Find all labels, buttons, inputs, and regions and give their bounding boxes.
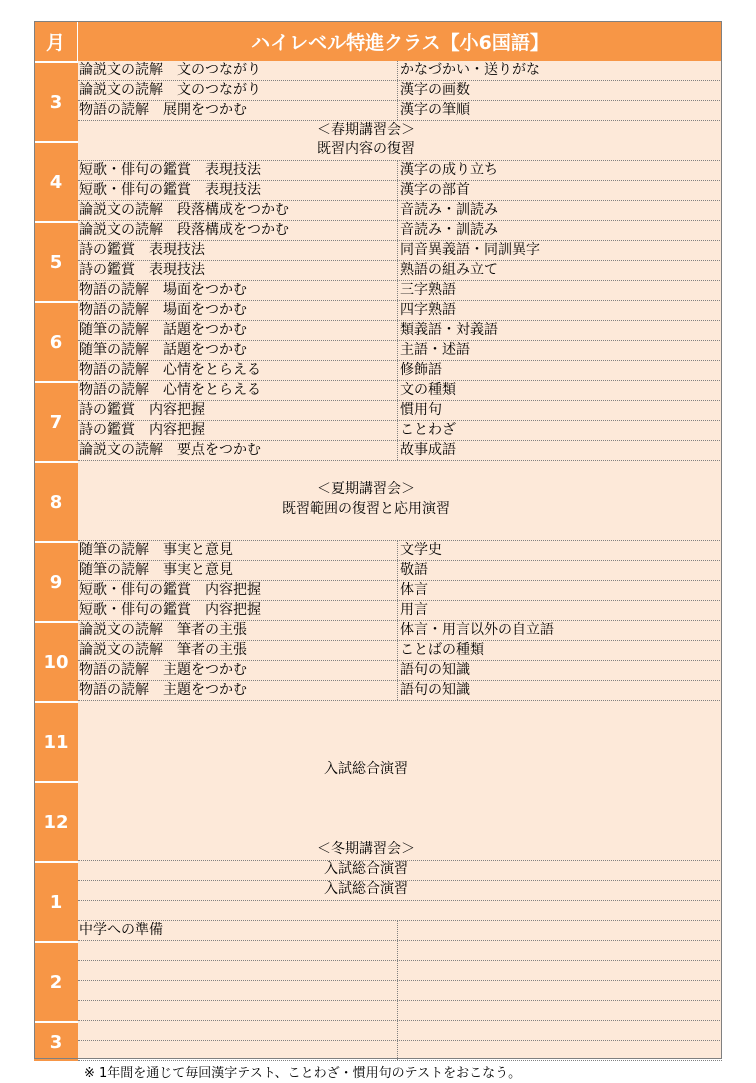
reading-topic-cell: 物語の読解 場面をつかむ [78, 301, 398, 320]
month-cell: 12 [34, 781, 78, 861]
language-topic-cell: 故事成語 [400, 442, 456, 458]
reading-topic-cell: 物語の読解 心情をとらえる [78, 361, 398, 380]
reading-topic-cell: 随筆の読解 話題をつかむ [78, 341, 398, 360]
spring-session-title: ＜春期講習会＞ [317, 122, 415, 138]
language-topic-cell: 慣用句 [400, 402, 442, 418]
table-row [78, 1021, 722, 1041]
table-row [78, 981, 722, 1001]
reading-topic-cell: 論説文の読解 段落構成をつかむ [78, 201, 398, 220]
language-topic-cell [399, 941, 723, 960]
reading-topic-cell: 物語の読解 心情をとらえる [78, 381, 398, 400]
reading-topic-cell [78, 1021, 398, 1040]
month-cell: 6 [34, 301, 78, 381]
language-topic-cell: 語句の知識 [400, 682, 470, 698]
table-row [78, 561, 722, 581]
month-cell: 3 [34, 1021, 78, 1061]
reading-topic-cell: 中学への準備 [78, 921, 398, 940]
reading-topic-cell [78, 1041, 398, 1060]
reading-topic-cell: 詩の鑑賞 表現技法 [78, 261, 398, 280]
month-column-header: 月 [34, 21, 78, 61]
reading-topic-cell: 物語の読解 場面をつかむ [78, 281, 398, 300]
language-topic-cell [399, 1021, 723, 1040]
language-topic-cell: 文学史 [400, 542, 442, 558]
table-title: ハイレベル特進クラス【小6国語】 [78, 21, 722, 61]
language-topic-cell: 文の種類 [400, 382, 456, 398]
language-topic-cell: 敬語 [400, 562, 428, 578]
table-row [78, 901, 722, 921]
table-row [78, 81, 722, 101]
winter-session-line-2: 入試総合演習 [324, 881, 408, 897]
reading-topic-cell [78, 1001, 398, 1020]
table-row [78, 1001, 722, 1021]
language-topic-cell [399, 921, 723, 940]
month-cell: 10 [34, 621, 78, 701]
table-row [78, 721, 722, 741]
table-row [78, 441, 722, 461]
summer-session-subtitle: 既習範囲の復習と応用演習 [282, 501, 450, 517]
table-row [78, 301, 722, 321]
language-topic-cell: 同音異義語・同訓異字 [400, 242, 540, 258]
reading-topic-cell [78, 941, 398, 960]
reading-topic-cell: 詩の鑑賞 内容把握 [78, 401, 398, 420]
reading-topic-cell: 物語の読解 主題をつかむ [78, 681, 398, 700]
language-topic-cell: 用言 [400, 602, 428, 618]
reading-topic-cell: 物語の読解 主題をつかむ [78, 661, 398, 680]
winter-session-title: ＜冬期講習会＞ [317, 841, 415, 857]
reading-topic-cell: 論説文の読解 文のつながり [78, 61, 398, 80]
language-topic-cell: 類義語・対義語 [400, 322, 498, 338]
month-cell: 2 [34, 941, 78, 1021]
reading-topic-cell: 短歌・俳句の鑑賞 表現技法 [78, 181, 398, 200]
reading-topic-cell: 論説文の読解 筆者の主張 [78, 621, 398, 640]
month-cell: 5 [34, 221, 78, 301]
language-topic-cell: 漢字の筆順 [400, 102, 470, 118]
reading-topic-cell: 随筆の読解 事実と意見 [78, 541, 398, 560]
table-row [78, 1041, 722, 1061]
reading-topic-cell: 論説文の読解 筆者の主張 [78, 641, 398, 660]
table-row [78, 461, 722, 481]
table-row [78, 741, 722, 761]
reading-topic-cell: 随筆の読解 事実と意見 [78, 561, 398, 580]
language-topic-cell: 主語・述語 [400, 342, 470, 358]
month-cell: 8 [34, 461, 78, 541]
language-topic-cell: ことばの種類 [400, 642, 484, 658]
language-topic-cell: 体言・用言以外の自立語 [400, 622, 554, 638]
language-topic-cell: 熟語の組み立て [400, 262, 498, 278]
entrance-exam-practice: 入試総合演習 [324, 761, 408, 777]
table-row [78, 421, 722, 441]
reading-topic-cell: 随筆の読解 話題をつかむ [78, 321, 398, 340]
reading-topic-cell: 詩の鑑賞 表現技法 [78, 241, 398, 260]
month-cell: 1 [34, 861, 78, 941]
table-row [78, 621, 722, 641]
month-cell: 11 [34, 701, 78, 781]
table-row [78, 161, 722, 181]
table-row [78, 321, 722, 341]
table-row [78, 681, 722, 701]
reading-topic-cell: 物語の読解 展開をつかむ [78, 101, 398, 120]
winter-session-line-1: 入試総合演習 [324, 861, 408, 877]
language-topic-cell [399, 981, 723, 1000]
reading-topic-cell: 短歌・俳句の鑑賞 内容把握 [78, 601, 398, 620]
spring-session-subtitle: 既習内容の復習 [317, 141, 415, 157]
language-topic-cell [399, 961, 723, 980]
table-row [78, 541, 722, 561]
language-topic-cell: 漢字の画数 [400, 82, 470, 98]
table-row [78, 401, 722, 421]
table-row [78, 701, 722, 721]
reading-topic-cell [78, 981, 398, 1000]
table-row [78, 261, 722, 281]
table-row [78, 341, 722, 361]
language-topic-cell: 語句の知識 [400, 662, 470, 678]
table-row [78, 181, 722, 201]
table-row [78, 661, 722, 681]
table-row [78, 641, 722, 661]
reading-topic-cell: 論説文の読解 要点をつかむ [78, 441, 398, 460]
language-topic-cell [399, 1001, 723, 1020]
table-row [78, 921, 722, 941]
language-topic-cell [399, 1041, 723, 1060]
reading-topic-cell: 論説文の読解 文のつながり [78, 81, 398, 100]
table-row [78, 101, 722, 121]
reading-topic-cell [78, 961, 398, 980]
table-row [78, 521, 722, 541]
table-row [78, 61, 722, 81]
month-cell: 3 [34, 61, 78, 141]
table-row [78, 281, 722, 301]
table-row [78, 601, 722, 621]
table-row [78, 801, 722, 821]
reading-topic-cell: 短歌・俳句の鑑賞 内容把握 [78, 581, 398, 600]
table-row [78, 381, 722, 401]
footnote: ※ 1年間を通じて毎回漢字テスト、ことわざ・慣用句のテストをおこなう。 [84, 1066, 522, 1081]
table-row [78, 941, 722, 961]
reading-topic-cell: 短歌・俳句の鑑賞 表現技法 [78, 161, 398, 180]
month-cell: 4 [34, 141, 78, 221]
language-topic-cell: 音読み・訓読み [400, 222, 498, 238]
language-topic-cell: 漢字の成り立ち [400, 162, 498, 178]
language-topic-cell: 三字熟語 [400, 282, 456, 298]
language-topic-cell: ことわざ [400, 422, 456, 438]
table-row [78, 201, 722, 221]
table-row [78, 961, 722, 981]
language-topic-cell: かなづかい・送りがな [400, 62, 540, 78]
language-topic-cell: 修飾語 [400, 362, 442, 378]
table-row [78, 221, 722, 241]
reading-topic-cell: 詩の鑑賞 内容把握 [78, 421, 398, 440]
language-topic-cell: 体言 [400, 582, 428, 598]
language-topic-cell: 音読み・訓読み [400, 202, 498, 218]
language-topic-cell: 四字熟語 [400, 302, 456, 318]
table-row [78, 821, 722, 841]
table-row [78, 241, 722, 261]
summer-session-title: ＜夏期講習会＞ [317, 481, 415, 497]
table-row [78, 581, 722, 601]
table-row [78, 781, 722, 801]
table-row [78, 361, 722, 381]
language-topic-cell: 漢字の部首 [400, 182, 470, 198]
reading-topic-cell: 論説文の読解 段落構成をつかむ [78, 221, 398, 240]
month-cell: 7 [34, 381, 78, 461]
month-cell: 9 [34, 541, 78, 621]
